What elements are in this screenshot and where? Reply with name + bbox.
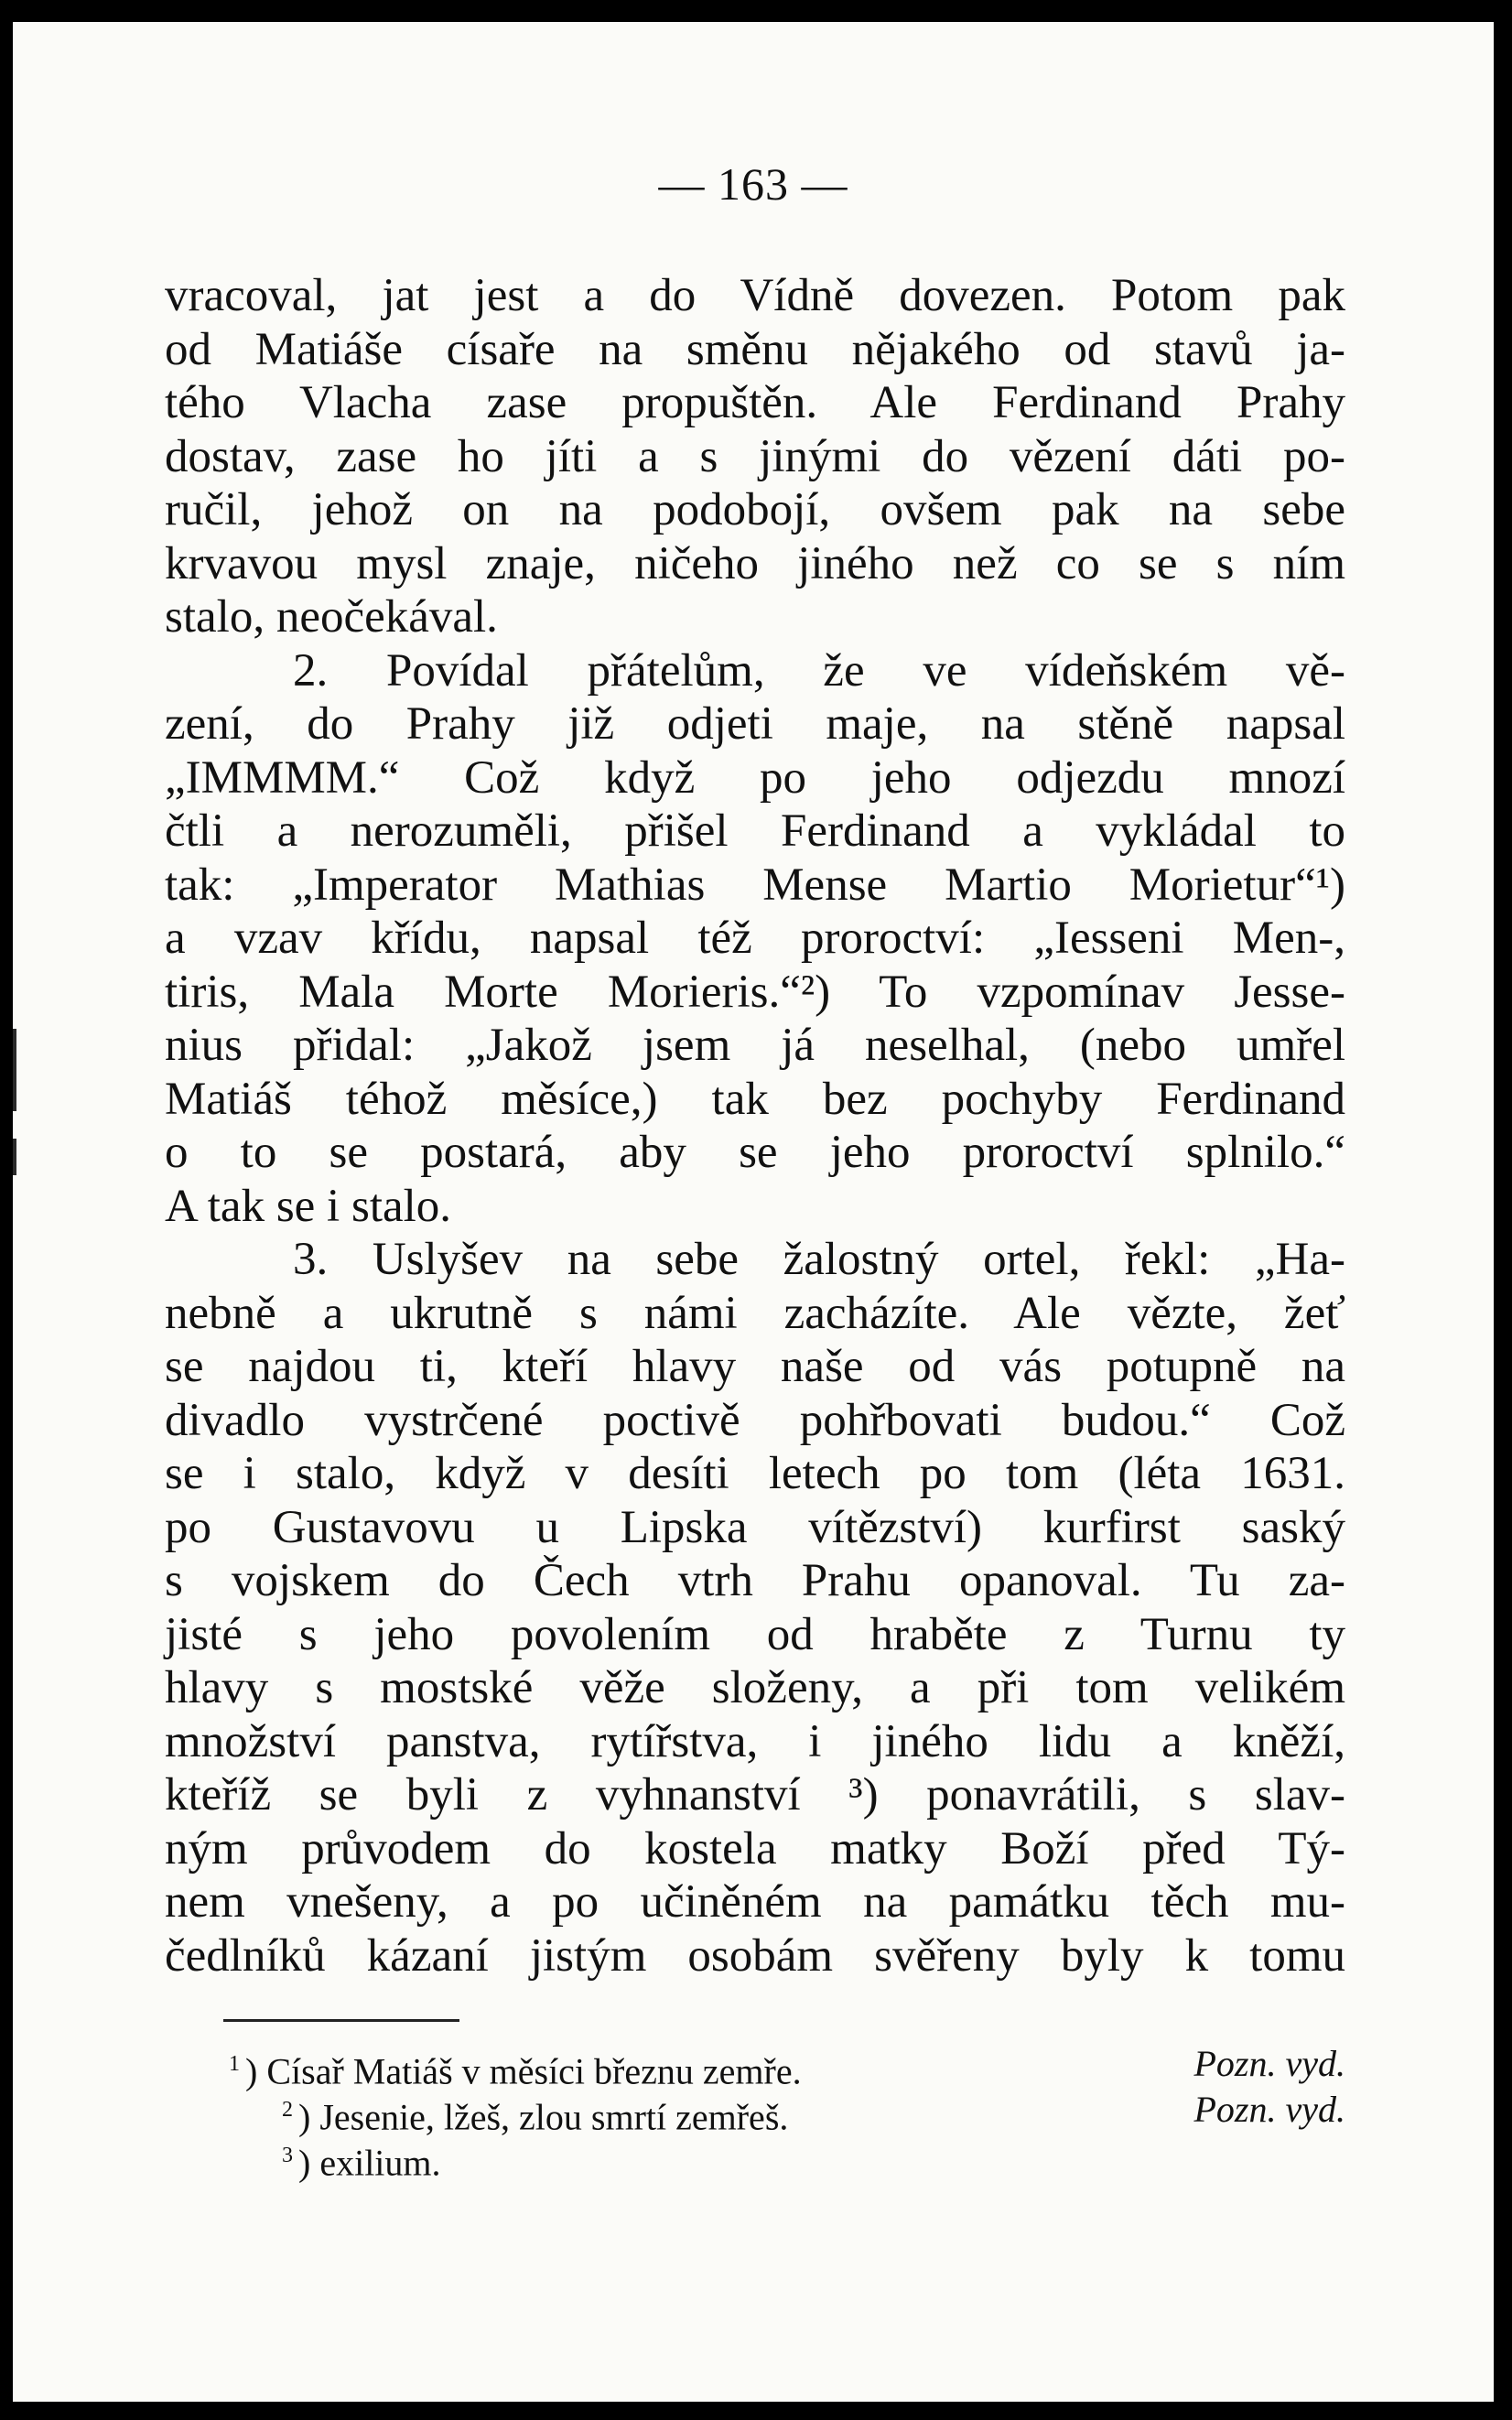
footnote-number: 3 <box>282 2144 293 2167</box>
footnote-rule <box>223 2019 459 2022</box>
text-line: čedlníků kázaní jistým osobám svěřeny byly k tomu <box>165 1929 1345 1982</box>
text-line: ným průvodem do kostela matky Boží před Tý- <box>165 1822 1345 1874</box>
footnote-2 <box>229 2087 1345 2138</box>
page-number: — 163 — <box>658 158 848 210</box>
text-line: tak: „Imperator Mathias Mense Martio Morietur“¹) <box>165 859 1345 911</box>
footnote-text: Císař Matiáš v měsíci březnu zemře. <box>266 2050 802 2092</box>
text-line: zení, do Prahy již odjeti maje, na stěně napsal <box>165 698 1345 750</box>
paragraph-3-start: 3. Uslyšev na sebe žalostný ortel, řekl: „Ha- <box>293 1234 1345 1285</box>
footnote-body: $^3$ ) exilium. <box>282 2142 441 2184</box>
footnote-body: $^2$ ) Jesenie, lžeš, zlou smrtí zemřeš. <box>282 2096 789 2138</box>
text-line: čtli a nerozuměli, přišel Ferdinand a vykládal to <box>165 805 1345 857</box>
footnotes <box>229 2041 1345 2184</box>
text-line: se i stalo, když v desíti letech po tom (léta 1631. <box>165 1448 1345 1499</box>
body-text <box>165 269 1345 1982</box>
text-line: A tak se i stalo. <box>165 1180 452 1232</box>
footnote-3 <box>229 2133 1345 2184</box>
footnote-number: 1 <box>229 2052 240 2076</box>
text-line: „IMMMM.“ Což když po jeho odjezdu mnozí <box>165 751 1345 804</box>
text-line: Matiáš téhož měsíce,) tak bez pochyby Ferdinand <box>165 1073 1345 1125</box>
text-line: stalo, neočekával. <box>165 591 498 643</box>
text-line: nem vnešeny, a po učiněném na památku těch mu- <box>165 1876 1345 1928</box>
footnote-number: 2 <box>282 2098 293 2122</box>
scan-edge-mark <box>13 1139 16 1175</box>
text-line: a vzav křídu, napsal též proroctví: „Iesseni Men-, <box>165 913 1345 964</box>
text-line: s vojskem do Čech vtrh Prahu opanoval. Tu za- <box>165 1555 1345 1606</box>
scan-edge-mark <box>13 1029 16 1111</box>
text-line: po Gustavovu u Lipska vítězství) kurfirst saský <box>165 1501 1345 1553</box>
text-line: množství panstva, rytířstva, i jiného lidu a kněží, <box>165 1715 1345 1767</box>
book-page <box>13 22 1494 2402</box>
text-line: vracoval, jat jest a do Vídně dovezen. Potom pak <box>165 270 1345 321</box>
footnote-text: exilium. <box>319 2142 441 2184</box>
text-line: se najdou ti, kteří hlavy naše od vás potupně na <box>165 1341 1345 1392</box>
text-line: nius přidal: „Jakož jsem já neselhal, (nebo umřel <box>165 1020 1345 1071</box>
footnote-editor-note: Pozn. vyd. <box>1193 2089 1345 2130</box>
text-line: krvavou mysl znaje, ničeho jiného než co se s ním <box>165 537 1345 589</box>
text-line: nebně a ukrutně s námi zacházíte. Ale vězte, žeť <box>165 1287 1345 1339</box>
text-line: jisté s jeho povolením od hraběte z Turnu ty <box>165 1608 1345 1660</box>
text-line: ručil, jehož on na podobojí, ovšem pak na sebe <box>165 484 1345 535</box>
text-line: o to se postará, aby se jeho proroctví splnilo.“ <box>165 1127 1345 1178</box>
footnote-editor-note: Pozn. vyd. <box>1193 2043 1345 2084</box>
text-line: tého Vlacha zase propuštěn. Ale Ferdinand Prahy <box>165 377 1345 428</box>
text-line: divadlo vystrčené poctivě pohřbovati budou.“ Což <box>165 1394 1345 1446</box>
text-line: od Matiáše císaře na směnu nějakého od stavů ja- <box>165 323 1345 375</box>
footnote-body: $^1$ ) Císař Matiáš v měsíci březnu zemře. <box>229 2050 802 2092</box>
footnote-text: Jesenie, lžeš, zlou smrtí zemřeš. <box>319 2096 789 2138</box>
text-line: hlavy s mostské věže složeny, a při tom velikém <box>165 1662 1345 1713</box>
text-line: tiris, Mala Morte Morieris.“²) To vzpomínav Jesse- <box>165 966 1345 1018</box>
footnote-1 <box>229 2041 1345 2092</box>
text-line: dostav, zase ho jíti a s jinými do vězení dáti po- <box>165 430 1345 482</box>
paragraph-2-start: 2. Povídal přátelům, že ve vídeňském vě- <box>293 644 1345 697</box>
text-line: kteříž se byli z vyhnanství ³) ponavrátili, s slav- <box>165 1769 1345 1820</box>
